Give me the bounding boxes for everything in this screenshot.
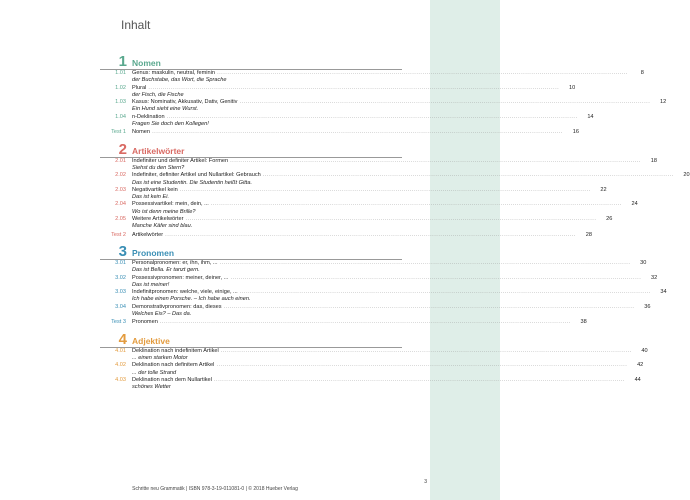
leader-dots: ........................................................................................................................................................................................................ — [237, 99, 651, 106]
entry-label: Welches Eis? – Das da. — [132, 311, 192, 318]
entry-text — [132, 377, 625, 384]
entry-label: schönes Wetter — [132, 384, 171, 391]
leader-dots: ........................................................................................................................................................................................................ — [146, 84, 560, 91]
entry-label: Wo ist denn meine Brille? — [132, 208, 196, 215]
toc-example — [100, 384, 402, 391]
entry-text — [132, 99, 650, 106]
chapter-2 — [100, 140, 690, 239]
entry-code: 3.03 — [115, 289, 126, 296]
toc-example — [100, 180, 402, 187]
entry-page: 30 — [640, 259, 647, 266]
entry-label: Das ist Bella. Er tanzt gern. — [132, 267, 200, 274]
toc-example — [100, 106, 402, 113]
leader-dots: ........................................................................................................................................................................................................ — [183, 216, 597, 223]
toc-example — [100, 209, 402, 216]
entry-code: 4.03 — [115, 376, 126, 383]
entry-text — [132, 85, 559, 92]
toc-example — [100, 194, 402, 201]
leader-dots: ........................................................................................................................................................................................................ — [163, 231, 576, 238]
entry-text — [132, 232, 576, 239]
toc-example — [100, 311, 402, 318]
entry-label: Indefinitpronomen: welche, viele, einige, ... — [132, 289, 238, 296]
entry-text — [132, 216, 596, 223]
chapter-title: Artikelwörter — [132, 145, 185, 156]
entry-text — [132, 319, 571, 326]
toc-example — [100, 92, 402, 99]
entry-text — [132, 282, 386, 289]
toc-entry — [100, 376, 641, 384]
entry-text — [132, 70, 628, 77]
toc-entry — [100, 201, 638, 208]
toc-entry — [100, 274, 658, 282]
entry-page: 16 — [572, 129, 579, 136]
entry-label: Kasus: Nominativ, Akkusativ, Dativ, Genitiv — [132, 99, 238, 106]
entry-label: Possessivartikel: mein, dein, ... — [132, 201, 209, 208]
toc-test-entry — [100, 319, 587, 326]
leader-dots: ........................................................................................................................................................................................................ — [214, 362, 628, 369]
entry-text — [132, 384, 386, 391]
entry-text — [132, 92, 386, 99]
leader-dots: ........................................................................................................................................................................................................ — [217, 259, 631, 266]
entry-text — [132, 77, 386, 84]
entry-code: 3.02 — [115, 274, 126, 281]
chapter-header — [100, 55, 402, 70]
chapter-4 — [100, 330, 648, 392]
toc-entry — [100, 216, 613, 223]
entry-text — [132, 180, 386, 187]
entry-code: 4.01 — [115, 347, 126, 354]
toc-example — [100, 165, 402, 172]
entry-page: 26 — [606, 216, 613, 223]
entry-code: Test 3 — [111, 319, 126, 326]
entry-label: Ich habe einen Porsche. – Ich habe auch einen. — [132, 296, 251, 303]
entry-page: 18 — [650, 157, 657, 164]
chapter-1 — [100, 53, 667, 137]
toc-entry — [100, 70, 644, 77]
entry-label: Genus: maskulin, neutral, feminin — [132, 70, 216, 76]
entry-page: 42 — [637, 362, 644, 369]
entry-page: 34 — [660, 289, 667, 296]
entry-label: Artikelwörter — [132, 231, 164, 238]
toc-entry — [100, 303, 651, 311]
toc-example — [100, 355, 402, 362]
toc-entry — [100, 84, 576, 92]
entry-label: n-Deklination — [132, 113, 165, 120]
toc-entry — [100, 362, 644, 369]
entry-label: der Buchstabe, das Wort, die Sprache — [132, 77, 227, 84]
toc-example — [100, 296, 402, 303]
entry-text — [132, 106, 386, 113]
entry-text — [132, 355, 386, 362]
toc-test-entry — [100, 129, 579, 136]
chapter-number: 3 — [118, 242, 127, 260]
entry-text — [132, 362, 627, 369]
chapter-title: Adjektive — [132, 335, 170, 346]
entry-code: 1.03 — [115, 99, 126, 106]
page-title: Inhalt — [121, 18, 151, 32]
leader-dots: ........................................................................................................................................................................................................ — [215, 70, 628, 76]
entry-label: Deklination nach definitem Artikel — [132, 362, 215, 369]
table-of-contents — [100, 53, 690, 397]
entry-label: Siehst du den Stern? — [132, 164, 185, 171]
entry-code: 2.03 — [115, 186, 126, 193]
entry-page: 22 — [600, 186, 607, 193]
leader-dots: ........................................................................................................................................................................................................ — [208, 201, 622, 208]
entry-text — [132, 348, 632, 355]
entry-text — [132, 260, 630, 267]
toc-example — [100, 282, 402, 289]
entry-page: 32 — [651, 274, 658, 281]
toc-example — [100, 223, 402, 230]
entry-label: Indefiniter und definiter Artikel: Formen — [132, 157, 229, 164]
entry-page: 14 — [587, 113, 594, 120]
entry-text — [132, 209, 386, 216]
entry-code: 4.02 — [115, 362, 126, 369]
toc-entry — [100, 99, 667, 106]
leader-dots: ........................................................................................................................................................................................................ — [228, 157, 641, 164]
entry-page: 24 — [631, 201, 638, 208]
toc-example — [100, 121, 402, 128]
chapter-number: 2 — [118, 140, 127, 158]
entry-text — [132, 370, 386, 377]
page-number: 3 — [424, 479, 427, 485]
entry-code: Test 1 — [111, 129, 126, 136]
entry-text — [132, 289, 651, 296]
entry-page: 40 — [641, 347, 648, 354]
entry-label: ... einen starken Motor — [132, 354, 188, 361]
chapter-header — [100, 242, 402, 260]
leader-dots: ........................................................................................................................................................................................................ — [150, 129, 563, 136]
leader-dots: ........................................................................................................................................................................................................ — [211, 376, 625, 383]
footer-credit: Schritte neu Grammatik | ISBN 978-3-19-011081-0 | © 2018 Hueber Verlag — [132, 486, 298, 492]
entry-text — [132, 223, 386, 230]
chapter-header — [100, 140, 402, 158]
entry-code: 2.04 — [115, 201, 126, 208]
entry-text — [132, 187, 591, 194]
toc-example — [100, 370, 402, 377]
entry-label: Das ist meiner! — [132, 281, 170, 288]
toc-example — [100, 267, 402, 274]
chapter-number: 1 — [118, 53, 127, 70]
leader-dots: ........................................................................................................................................................................................................ — [228, 274, 642, 281]
chapter-3 — [100, 242, 667, 327]
leader-dots: ........................................................................................................................................................................................................ — [157, 319, 571, 326]
leader-dots: ........................................................................................................................................................................................................ — [177, 186, 591, 193]
entry-page: 38 — [580, 319, 587, 326]
entry-text — [132, 194, 386, 201]
entry-code: 2.01 — [115, 157, 126, 164]
leader-dots: ........................................................................................................................................................................................................ — [221, 303, 635, 310]
entry-label: Manche Käfer sind blau. — [132, 223, 193, 230]
entry-label: Das ist eine Studentin. Die Studentin heißt Gitta. — [132, 179, 253, 186]
entry-label: Negativartikel kein — [132, 186, 178, 193]
entry-text — [132, 129, 563, 136]
chapter-number: 4 — [118, 330, 127, 348]
leader-dots: ........................................................................................................................................................................................................ — [218, 347, 632, 354]
toc-test-entry — [100, 231, 592, 239]
entry-page: 44 — [634, 376, 641, 383]
entry-label: Indefiniter, definiter Artikel und Nullartikel: Gebrauch — [132, 172, 261, 179]
entry-label: Deklination nach indefinitem Artikel — [132, 347, 219, 354]
entry-label: Personalpronomen: er, ihn, ihm, ... — [132, 259, 218, 266]
entry-label: Possessivpronomen: meiner, deiner, ... — [132, 274, 229, 281]
chapter-title: Nomen — [132, 58, 161, 68]
toc-entry — [100, 289, 667, 296]
toc-entry — [100, 259, 647, 267]
entry-page: 36 — [644, 303, 651, 310]
entry-text — [132, 296, 386, 303]
toc-entry — [100, 157, 657, 165]
entry-text — [132, 304, 634, 311]
entry-text — [132, 165, 386, 172]
entry-label: ... der tolle Strand — [132, 369, 177, 376]
chapter-header — [100, 330, 402, 348]
entry-label: Demonstrativpronomen: das, dieses — [132, 303, 222, 310]
entry-page: 12 — [660, 99, 667, 106]
toc-entry — [100, 172, 690, 179]
entry-text — [132, 114, 578, 121]
leader-dots: ........................................................................................................................................................................................................ — [164, 113, 578, 120]
entry-text — [132, 158, 641, 165]
entry-text — [132, 311, 386, 318]
entry-label: Das ist kein Ei. — [132, 194, 169, 201]
entry-code: 2.02 — [115, 172, 126, 179]
toc-example — [100, 77, 402, 84]
entry-code: 1.04 — [115, 113, 126, 120]
entry-code: 3.01 — [115, 259, 126, 266]
entry-text — [132, 267, 386, 274]
entry-label: Ein Hund sieht eine Wurst. — [132, 106, 199, 113]
entry-label: der Fisch, die Fische — [132, 91, 184, 98]
entry-label: Plural — [132, 84, 147, 91]
entry-label: Deklination nach dem Nullartikel — [132, 376, 212, 383]
leader-dots: ........................................................................................................................................................................................................ — [237, 289, 651, 296]
toc-entry — [100, 347, 648, 355]
entry-label: Pronomen — [132, 319, 158, 326]
entry-label: Nomen — [132, 129, 151, 136]
entry-page: 10 — [568, 84, 576, 91]
entry-text — [132, 275, 641, 282]
entry-label: Weitere Artikelwörter — [132, 216, 184, 223]
entry-code: 2.05 — [115, 216, 126, 223]
entry-label: Fragen Sie doch den Kollegen! — [132, 121, 209, 128]
entry-text — [132, 201, 622, 208]
toc-entry — [100, 113, 594, 121]
leader-dots: ........................................................................................................................................................................................................ — [260, 172, 674, 179]
entry-text — [132, 121, 386, 128]
chapter-title: Pronomen — [132, 247, 175, 258]
entry-code: Test 2 — [111, 231, 126, 238]
toc-entry — [100, 186, 607, 194]
entry-page: 20 — [683, 172, 690, 179]
entry-text — [132, 172, 674, 179]
entry-page: 28 — [585, 231, 592, 238]
entry-code: 3.04 — [115, 303, 126, 310]
entry-page: 8 — [640, 70, 644, 76]
entry-code: 1.02 — [115, 84, 126, 91]
entry-code: 1.01 — [115, 70, 126, 76]
